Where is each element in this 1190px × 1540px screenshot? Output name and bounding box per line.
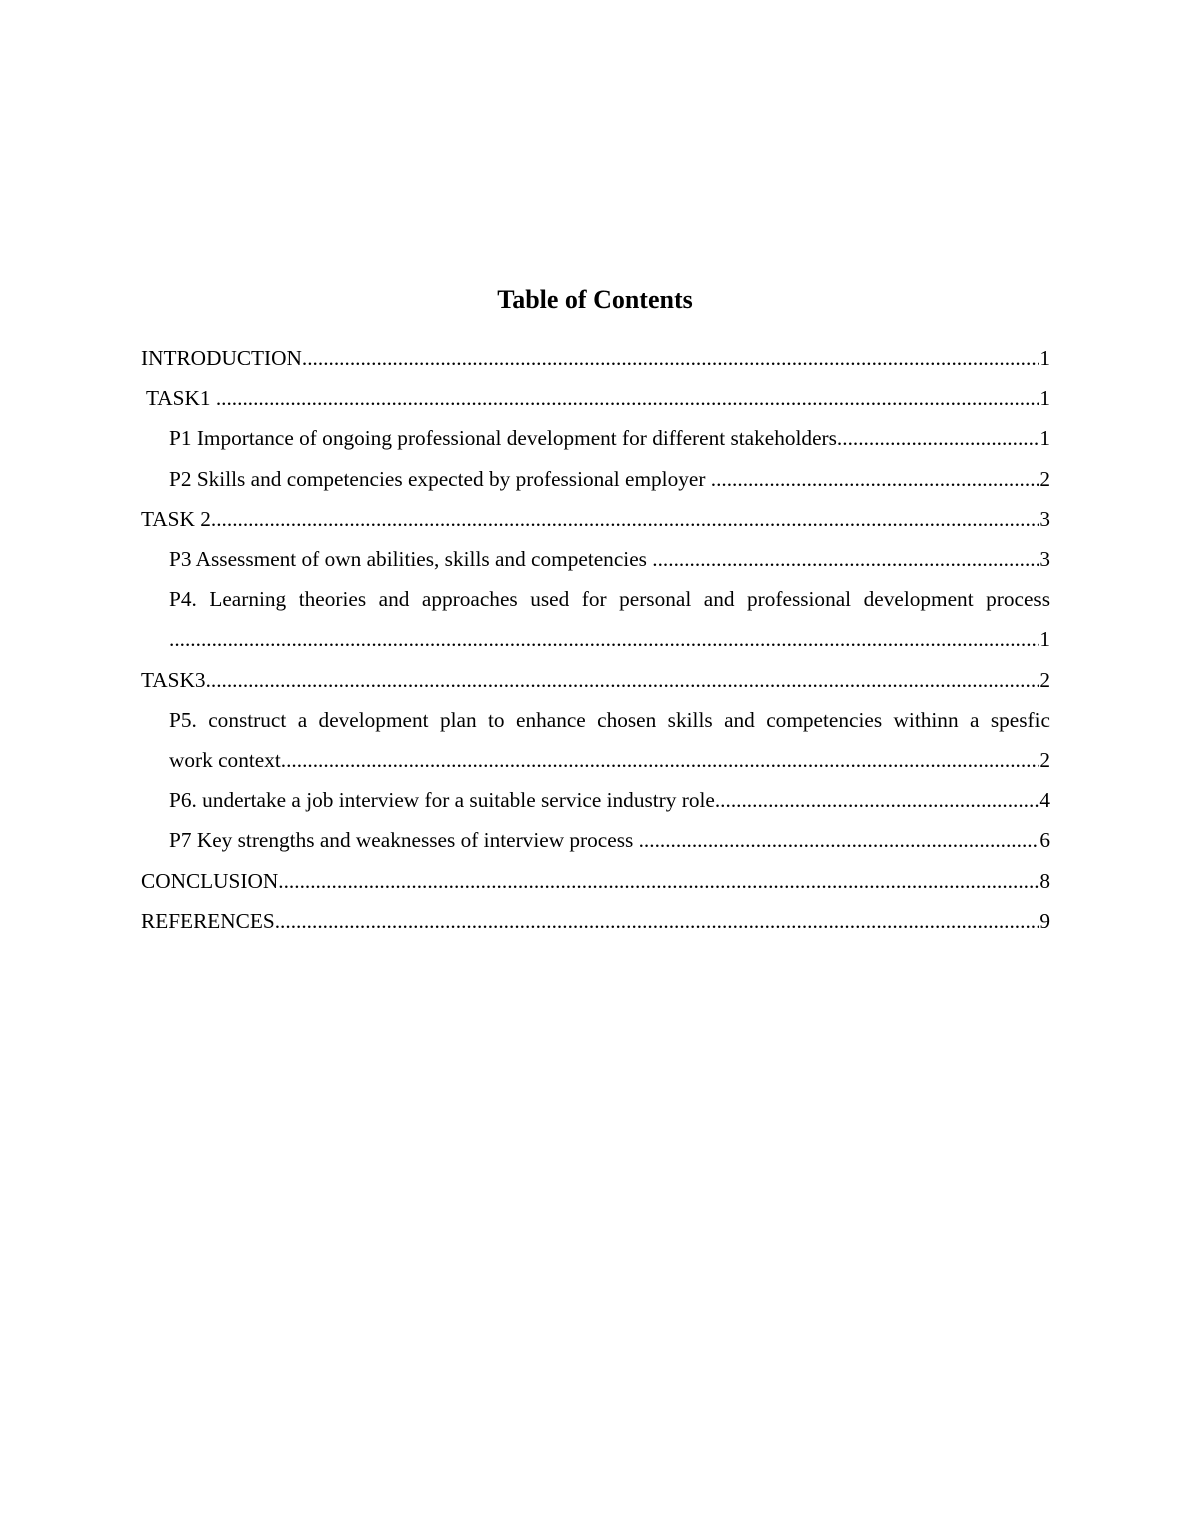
toc-entry-label: TASK3	[141, 667, 206, 692]
toc-entry-task3[interactable]	[141, 660, 1050, 700]
toc-entry-conclusion[interactable]	[141, 861, 1050, 901]
toc-page-number: 1	[1039, 386, 1050, 411]
toc-entry-p6[interactable]	[141, 780, 1050, 820]
toc-entry-p3[interactable]	[141, 539, 1050, 579]
toc-entry-label-line2: work context	[169, 748, 281, 773]
dot-leader	[639, 820, 1040, 860]
toc-entry-label: TASK1	[141, 386, 216, 411]
dot-leader	[216, 378, 1040, 418]
toc-entry-label: REFERENCES	[141, 908, 275, 933]
toc-page-number: 9	[1039, 908, 1050, 933]
dot-leader	[652, 539, 1039, 579]
dot-leader	[281, 740, 1040, 780]
toc-entry-label: CONCLUSION	[141, 868, 279, 893]
toc-page-number: 2	[1039, 748, 1050, 773]
toc-entry-label-line1: P4. Learning theories and approaches used for personal and professional development process	[169, 587, 1050, 612]
dot-leader	[302, 338, 1039, 378]
toc-entry-p1[interactable]	[141, 418, 1050, 458]
toc-page-number: 1	[1039, 426, 1050, 451]
toc-entry-references[interactable]	[141, 901, 1050, 941]
toc-entry-introduction[interactable]	[141, 338, 1050, 378]
toc-page-number: 1	[1039, 346, 1050, 370]
dot-leader	[206, 660, 1040, 700]
toc-entry-label: P2 Skills and competencies expected by professional employer	[169, 466, 711, 491]
toc-entry-label: P3 Assessment of own abilities, skills and competencies	[169, 547, 653, 572]
toc-entry-p2[interactable]	[141, 459, 1050, 499]
toc-entry-label: P1 Importance of ongoing professional development for different stakeholders	[169, 426, 837, 451]
toc-page-number: 1	[1039, 627, 1050, 652]
dot-leader	[837, 418, 1039, 458]
dot-leader	[169, 619, 1039, 659]
toc-page-number: 8	[1039, 868, 1050, 893]
page-title: Table of Contents	[497, 285, 693, 314]
toc-page-number: 6	[1039, 828, 1050, 853]
toc-entry-label: INTRODUCTION	[141, 346, 302, 370]
toc-entry-label-line1: P5. construct a development plan to enhance chosen skills and competencies withinn a spesfic	[169, 707, 1050, 732]
toc-entry-label: TASK 2	[141, 506, 211, 531]
toc-entry-p7[interactable]	[141, 820, 1050, 860]
toc-entry-label: P6. undertake a job interview for a suitable service industry role	[169, 788, 715, 813]
dot-leader	[715, 780, 1039, 820]
toc-entry-task1[interactable]	[141, 378, 1050, 418]
dot-leader	[711, 459, 1040, 499]
table-of-contents	[141, 338, 1050, 941]
toc-entry-p4[interactable]	[141, 579, 1050, 659]
toc-page-number: 3	[1039, 506, 1050, 531]
dot-leader	[278, 861, 1039, 901]
toc-entry-task2[interactable]	[141, 499, 1050, 539]
toc-page-number: 2	[1039, 667, 1050, 692]
toc-page-number: 2	[1039, 466, 1050, 491]
dot-leader	[275, 901, 1040, 941]
toc-page-number: 3	[1039, 547, 1050, 572]
dot-leader	[211, 499, 1039, 539]
toc-entry-p5[interactable]	[141, 700, 1050, 780]
toc-page-number: 4	[1039, 788, 1050, 813]
toc-entry-label: P7 Key strengths and weaknesses of interview process	[169, 828, 639, 853]
